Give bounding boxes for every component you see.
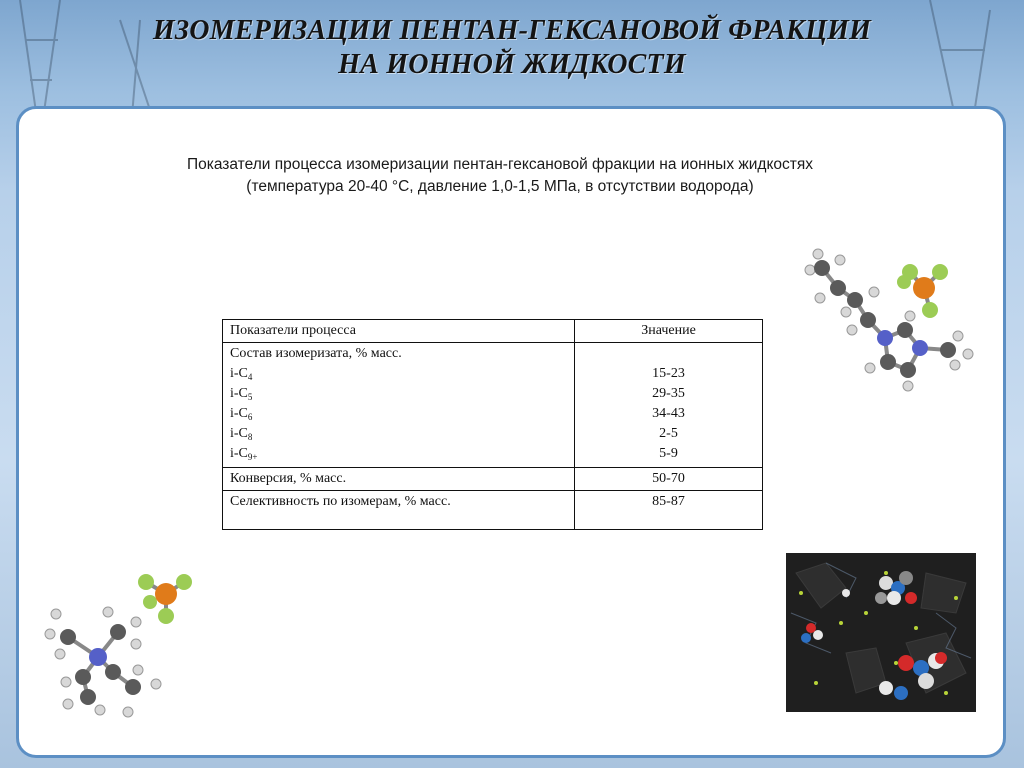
isomer-label: $i-C_5$ [230, 386, 253, 402]
isomer-value: 34-43 [652, 406, 685, 421]
process-table [222, 319, 763, 530]
selectivity-value: 85-87 [575, 491, 763, 530]
composition-cell [223, 343, 575, 468]
caption-line-2: (температура 20-40 °С, давление 1,0-1,5 МПа, в отсутствии водорода) [246, 178, 754, 195]
slide-title [0, 14, 1024, 82]
selectivity-label: Селективность по изомерам, % масс. [223, 491, 575, 530]
title-line-1: ИЗОМЕРИЗАЦИИ ПЕНТАН-ГЕКСАНОВОЙ ФРАКЦИИ [152, 15, 872, 46]
molecular-dynamics-render-image [786, 553, 976, 712]
conversion-label: Конверсия, % масс. [223, 468, 575, 491]
header-value: Значение [575, 320, 763, 343]
isomer-value: 29-35 [652, 386, 685, 401]
table-row-conversion [223, 468, 763, 491]
isomer-label: $i-C_6$ [230, 406, 253, 422]
isomer-value: 15-23 [652, 366, 685, 381]
conversion-value: 50-70 [575, 468, 763, 491]
composition-values [575, 343, 763, 468]
table-row-composition [223, 343, 763, 468]
table-caption [50, 154, 950, 198]
molecule-imidazolium-bf4-image [800, 240, 980, 400]
table-header-row [223, 320, 763, 343]
isomer-label: $i-C_{9+}$ [230, 446, 258, 462]
composition-label: Состав изомеризата, % масс. [230, 346, 402, 361]
isomer-label: $i-C_4$ [230, 366, 253, 382]
molecule-ammonium-bf4-image [38, 562, 208, 722]
isomer-value: 2-5 [659, 426, 678, 441]
isomer-label: $i-C_8$ [230, 426, 253, 442]
title-line-2: НА ИОННОЙ ЖИДКОСТИ [338, 49, 686, 80]
isomer-value: 5-9 [659, 446, 678, 461]
header-param: Показатели процесса [223, 320, 575, 343]
caption-line-1: Показатели процесса изомеризации пентан-гексановой фракции на ионных жидкостях [186, 156, 814, 173]
table-row-selectivity [223, 491, 763, 530]
